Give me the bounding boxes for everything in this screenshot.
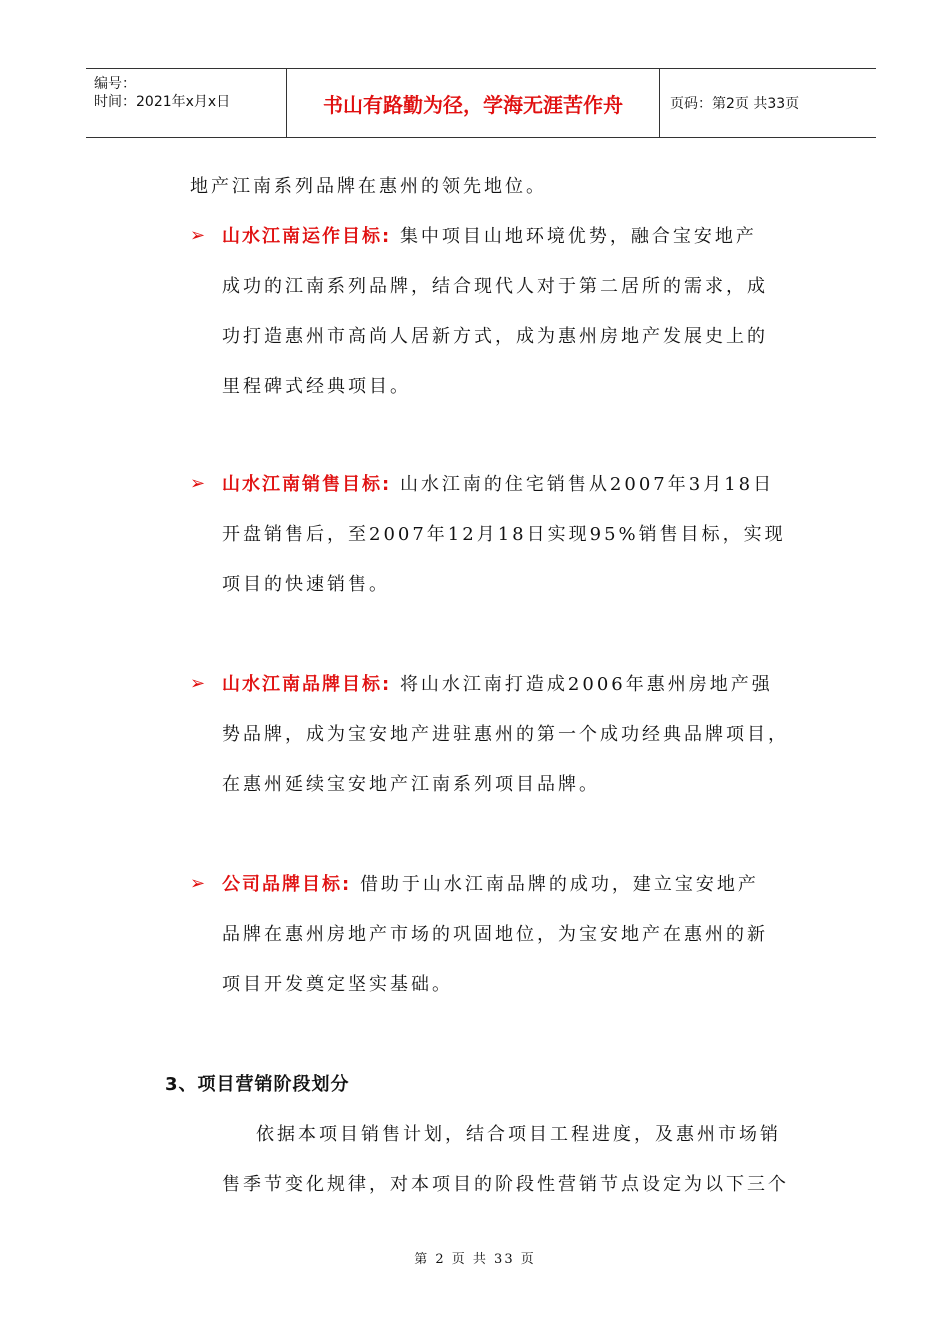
section-line: 项目的快速销售。 — [222, 574, 390, 595]
section-text: 借助于山水江南品牌的成功，建立宝安地产 — [359, 874, 759, 895]
section-title: 山水江南销售目标: — [222, 474, 392, 495]
section-title: 山水江南品牌目标: — [222, 674, 392, 695]
section-line: 功打造惠州市高尚人居新方式，成为惠州房地产发展史上的 — [222, 326, 768, 347]
document-header — [86, 68, 876, 138]
bullet-icon: ➢ — [190, 673, 206, 694]
section-line: 里程碑式经典项目。 — [222, 376, 411, 397]
section-line: 项目开发奠定坚实基础。 — [222, 974, 453, 995]
section-line: 开盘销售后，至2007年12月18日实现95%销售目标，实现 — [222, 524, 786, 545]
section-text: 集中项目山地环境优势，融合宝安地产 — [399, 226, 757, 247]
header-meta — [86, 69, 286, 137]
section-first-line — [222, 470, 774, 496]
bullet-icon: ➢ — [190, 473, 206, 494]
section-line: 成功的江南系列品牌，结合现代人对于第二居所的需求，成 — [222, 276, 768, 297]
header-page-code — [660, 69, 876, 137]
paragraph-line: 售季节变化规律，对本项目的阶段性营销节点设定为以下三个 — [222, 1174, 789, 1195]
header-motto: 书山有路勤为径，学海无涯苦作舟 — [286, 69, 660, 137]
section-line: 品牌在惠州房地产市场的巩固地位，为宝安地产在惠州的新 — [222, 924, 768, 945]
section-line: 势品牌，成为宝安地产进驻惠州的第一个成功经典品牌项目， — [222, 724, 789, 745]
bullet-icon: ➢ — [190, 873, 206, 894]
section-text: 将山水江南打造成2006年惠州房地产强 — [399, 674, 773, 695]
section-title: 公司品牌目标: — [222, 874, 352, 895]
section-first-line — [222, 222, 757, 248]
page-footer: 第 2 页 共 33 页 — [414, 1252, 536, 1267]
section-first-line — [222, 670, 773, 696]
section-text: 山水江南的住宅销售从2007年3月18日 — [399, 474, 775, 495]
section-heading: 3、项目营销阶段划分 — [165, 1074, 350, 1095]
section-first-line — [222, 870, 759, 896]
bullet-icon: ➢ — [190, 225, 206, 246]
number-label: 编号： — [94, 76, 136, 92]
section-line: 在惠州延续宝安地产江南系列项目品牌。 — [222, 774, 600, 795]
time-label: 时间：2021年x月x日 — [94, 94, 231, 110]
page-code-text: 页码：第2页 共33页 — [670, 96, 800, 112]
paragraph-line: 依据本项目销售计划，结合项目工程进度，及惠州市场销 — [256, 1124, 781, 1145]
intro-line: 地产江南系列品牌在惠州的领先地位。 — [190, 176, 547, 197]
section-title: 山水江南运作目标: — [222, 226, 392, 247]
